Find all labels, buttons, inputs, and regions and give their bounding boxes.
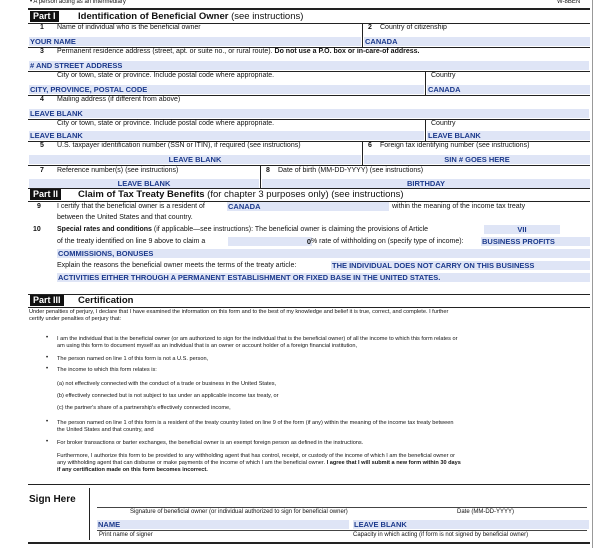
treaty-reason-field-2[interactable]: ACTIVITIES EITHER THROUGH A PERMANENT ESTABLISHMENT OR FIXED BASE IN THE UNITED STATES. <box>57 273 590 282</box>
cert-sub-c: (c) the partner's share of a partnership's effectively connected income, <box>57 405 231 411</box>
cert-bullet-1b: am using this form to document myself as an individual that is an owner or account holder of a foreign financial institution, <box>57 343 358 349</box>
l8-label: Date of birth (MM-DD-YYYY) (see instructions) <box>278 167 424 174</box>
cert-intro: Under penalties of perjury, I declare that I have examined the information on this form and to the best of my knowledge and belief it is true, correct, and complete. I further <box>29 309 449 315</box>
mailing-country-field[interactable]: LEAVE BLANK <box>427 131 590 140</box>
mailing-city-field[interactable]: LEAVE BLANK <box>29 131 424 140</box>
cert-sub-b: (b) effectively connected but is not subject to tax under an applicable income tax treaty, or <box>57 393 279 399</box>
date-caption: Date (MM-DD-YYYY) <box>457 509 515 515</box>
city-label: City or town, state or province. Include postal code where appropriate. <box>57 72 275 79</box>
l9-text: I certify that the beneficial owner is a resident of <box>57 203 205 210</box>
part3-title: Certification <box>78 295 134 306</box>
top-note: • A person acting as an intermediary <box>30 0 126 5</box>
us-tin-field[interactable]: LEAVE BLANK <box>29 155 361 164</box>
l7-label: Reference number(s) (see instructions) <box>57 167 179 174</box>
treaty-country-field[interactable]: CANADA <box>227 202 389 211</box>
article-field[interactable]: VII <box>484 225 560 234</box>
country-field[interactable]: CANADA <box>427 85 590 94</box>
signature-caption: Signature of beneficial owner (or individual authorized to sign for beneficial owner) <box>130 509 348 515</box>
cert-further-2: any withholding agent that can disburse or make payments of the income of which I am the beneficial owner. I agree that I will submit a new form within 30 days <box>57 460 461 466</box>
cert-bullet-3: The income to which this form relates is: <box>57 367 157 373</box>
l10-explain: Explain the reasons the beneficial owner meets the terms of the treaty article: <box>57 262 297 269</box>
l4-label: Mailing address (if different from above) <box>57 96 181 103</box>
cert-bullet-2: The person named on line 1 of this form is not a U.S. person, <box>57 356 209 362</box>
l10-text-c: % rate of withholding on (specify type of income): <box>311 238 464 245</box>
part3-badge: Part III <box>30 295 64 306</box>
form-id: W-8BEN <box>557 0 581 5</box>
permanent-address-field[interactable]: # AND STREET ADDRESS <box>29 61 589 70</box>
l1-label: Name of individual who is the beneficial owner <box>57 24 201 31</box>
country2-label: Country <box>431 120 456 127</box>
sign-here-label: Sign Here <box>29 494 76 505</box>
l2-label: Country of citizenship <box>380 24 447 31</box>
treaty-reason-field[interactable]: THE INDIVIDUAL DOES NOT CARRY ON THIS BUSINESS <box>331 261 590 270</box>
l6-label: Foreign tax identifying number (see instructions) <box>380 142 530 149</box>
cert-further-3: if any certification made on this form becomes incorrect. <box>57 467 208 473</box>
cert-further-1: Furthermore, I authorize this form to be provided to any withholding agent that has control, receipt, or custody of the income of which I am the beneficial owner or <box>57 453 455 459</box>
capacity-caption: Capacity in which acting (if form is not signed by beneficial owner) <box>353 532 529 538</box>
l10-text: Special rates and conditions (if applicable—see instructions): The beneficial owner is claiming the provisions of Article <box>57 226 429 233</box>
date-of-birth-field[interactable]: BIRTHDAY <box>262 179 590 188</box>
cert-bullet-4b: the United States and that country, and <box>57 427 154 433</box>
print-name-caption: Print name of signer <box>99 532 153 538</box>
cert-bullet-1: I am the individual that is the beneficial owner (or am authorized to sign for the individual that is the beneficial owner) of all the income to which this form relates or <box>57 336 458 342</box>
income-type-field-2[interactable]: COMMISSIONS, BONUSES <box>57 249 590 258</box>
income-type-field[interactable]: BUSINESS PROFITS <box>481 237 590 246</box>
rate-field[interactable]: 0 <box>228 237 312 246</box>
foreign-tin-field[interactable]: SIN # GOES HERE <box>364 155 590 164</box>
cert-sub-a: (a) not effectively connected with the conduct of a trade or business in the United States, <box>57 381 277 387</box>
part1-title: Identification of Beneficial Owner (see instructions) <box>78 11 304 22</box>
country-of-citizenship-field[interactable]: CANADA <box>364 37 590 46</box>
cert-bullet-4: The person named on line 1 of this form is a resident of the treaty country listed on line 9 of the form (if any) within the meaning of the income tax treaty between <box>57 420 454 426</box>
l10-text-b: of the treaty identified on line 9 above to claim a <box>57 238 206 245</box>
cert-bullet-5: For broker transactions or barter exchanges, the beneficial owner is an exempt foreign person as defined in the instructions. <box>57 440 364 446</box>
part2-badge: Part II <box>30 189 61 200</box>
print-name-field[interactable]: NAME <box>97 520 349 529</box>
l5-label: U.S. taxpayer identification number (SSN or ITIN), if required (see instructions) <box>57 142 301 149</box>
l9-text-b: within the meaning of the income tax treaty <box>392 203 526 210</box>
l3-label: Permanent residence address (street, apt. or suite no., or rural route). Do not use a P.O. box or in-care-of address. <box>57 48 420 55</box>
part2-title: Claim of Tax Treaty Benefits (for chapter 3 purposes only) (see instructions) <box>78 189 404 200</box>
beneficial-owner-name-field[interactable]: YOUR NAME <box>29 37 361 46</box>
city-field[interactable]: CITY, PROVINCE, POSTAL CODE <box>29 85 424 94</box>
l9-text-c: between the United States and that country. <box>57 214 193 221</box>
mailing-address-field[interactable]: LEAVE BLANK <box>29 109 589 118</box>
part1-badge: Part I <box>30 11 59 22</box>
city2-label: City or town, state or province. Include postal code where appropriate. <box>57 120 275 127</box>
cert-intro-2: certify under penalties of perjury that: <box>29 316 122 322</box>
reference-number-field[interactable]: LEAVE BLANK <box>29 179 259 188</box>
capacity-field[interactable]: LEAVE BLANK <box>353 520 589 529</box>
country-label: Country <box>431 72 456 79</box>
